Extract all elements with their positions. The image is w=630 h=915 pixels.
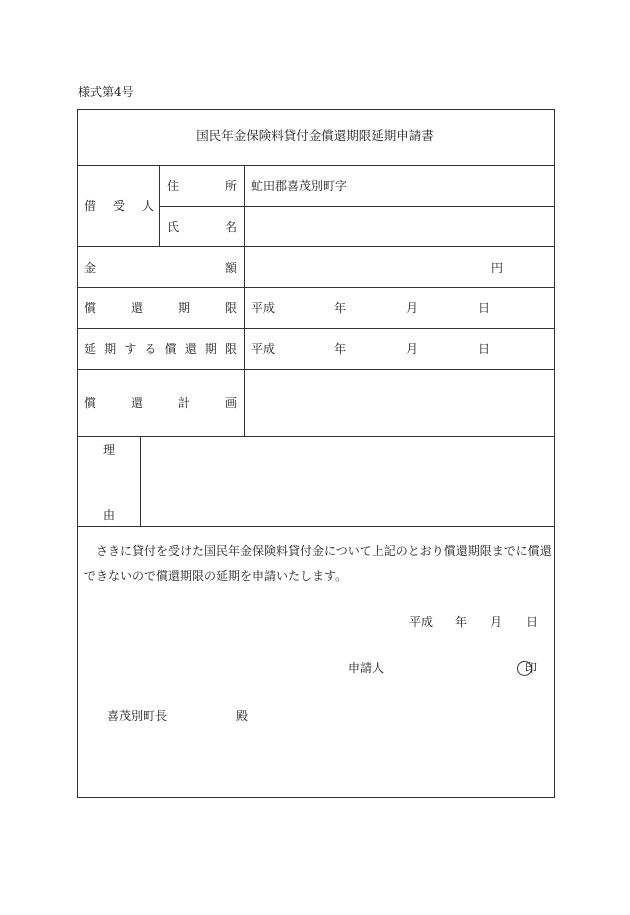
extended-deadline-char-2: 期 [104,342,117,356]
borrower-label-char-3: 人 [141,199,154,213]
reason-label-bottom: 由 [103,508,116,522]
date-year[interactable]: 年 [455,615,468,629]
addressee-honorific: 殿 [236,709,249,723]
repayment-deadline-char-3: 期 [177,301,190,315]
reason-field[interactable] [144,440,549,523]
address-label-char-2: 所 [224,179,237,193]
repayment-deadline-era: 平成 [251,301,276,315]
rule-amount-bottom [77,287,555,288]
rule-label-column [244,165,245,436]
address-label [167,180,237,192]
repayment-deadline-char-1: 償 [84,301,97,315]
date-month[interactable]: 月 [490,615,503,629]
amount-label-char-1: 金 [84,261,97,275]
extended-deadline-char-7: 期 [204,342,217,356]
form-title: 国民年金保険料貸付金償還期限延期申請書 [196,128,434,143]
date-day[interactable]: 日 [526,615,539,629]
statement-line-1: さきに貸付を受けた国民年金保険料貸付金について上記のとおり償還期限までに償還 [96,544,552,558]
amount-label-char-2: 額 [224,261,237,275]
repayment-deadline-label [84,302,237,314]
name-label [167,221,237,233]
rule-address-bottom [159,206,555,207]
amount-label [84,262,237,274]
name-label-char-2: 名 [224,220,237,234]
borrower-label-char-1: 借 [84,199,97,213]
date-era: 平成 [409,615,434,629]
repayment-deadline-month[interactable]: 月 [406,301,419,315]
rule-plan-bottom [77,436,555,437]
repayment-deadline-char-4: 限 [224,301,237,315]
repayment-deadline-char-2: 還 [130,301,143,315]
applicant-label: 申請人 [348,661,385,675]
rule-borrower-sub-divider [159,165,160,246]
repayment-plan-field[interactable] [248,373,548,433]
amount-field[interactable] [248,250,483,284]
statement-line-2: できないので償還期限の延期を申請いたします。 [84,569,348,583]
extended-deadline-char-5: 償 [164,342,177,356]
reason-label-top: 理 [103,443,116,457]
repayment-plan-char-1: 償 [84,396,97,410]
address-label-char-1: 住 [167,179,180,193]
name-label-char-1: 氏 [167,220,180,234]
extended-deadline-month[interactable]: 月 [406,342,419,356]
seal-label: 印 [525,661,538,675]
repayment-plan-char-4: 画 [224,396,237,410]
extended-deadline-char-8: 限 [224,342,237,356]
rule-extended-bottom [77,369,555,370]
borrower-label-char-2: 受 [112,199,125,213]
extended-deadline-char-4: る [144,342,157,356]
address-value[interactable]: 虻田郡喜茂別町字 [251,179,348,193]
repayment-deadline-year[interactable]: 年 [334,301,347,315]
rule-reason-bottom [77,526,555,527]
repayment-plan-char-2: 還 [130,396,143,410]
extended-deadline-era: 平成 [251,342,276,356]
extended-deadline-label [84,343,237,355]
rule-borrower-bottom [77,246,555,247]
rule-reason-divider [140,436,141,526]
borrower-label [84,200,154,212]
extended-deadline-char-6: 還 [184,342,197,356]
addressee-name: 喜茂別町長 [107,709,168,723]
rule-deadline-bottom [77,328,555,329]
extended-deadline-day[interactable]: 日 [478,342,491,356]
extended-deadline-year[interactable]: 年 [334,342,347,356]
name-field[interactable] [248,209,548,243]
repayment-plan-char-3: 計 [177,396,190,410]
rule-title-bottom [77,165,555,166]
repayment-deadline-day[interactable]: 日 [478,301,491,315]
repayment-plan-label [84,397,237,409]
extended-deadline-char-3: す [124,342,137,356]
amount-unit: 円 [491,261,504,275]
extended-deadline-char-1: 延 [84,342,97,356]
form-number: 様式第4号 [78,85,134,99]
